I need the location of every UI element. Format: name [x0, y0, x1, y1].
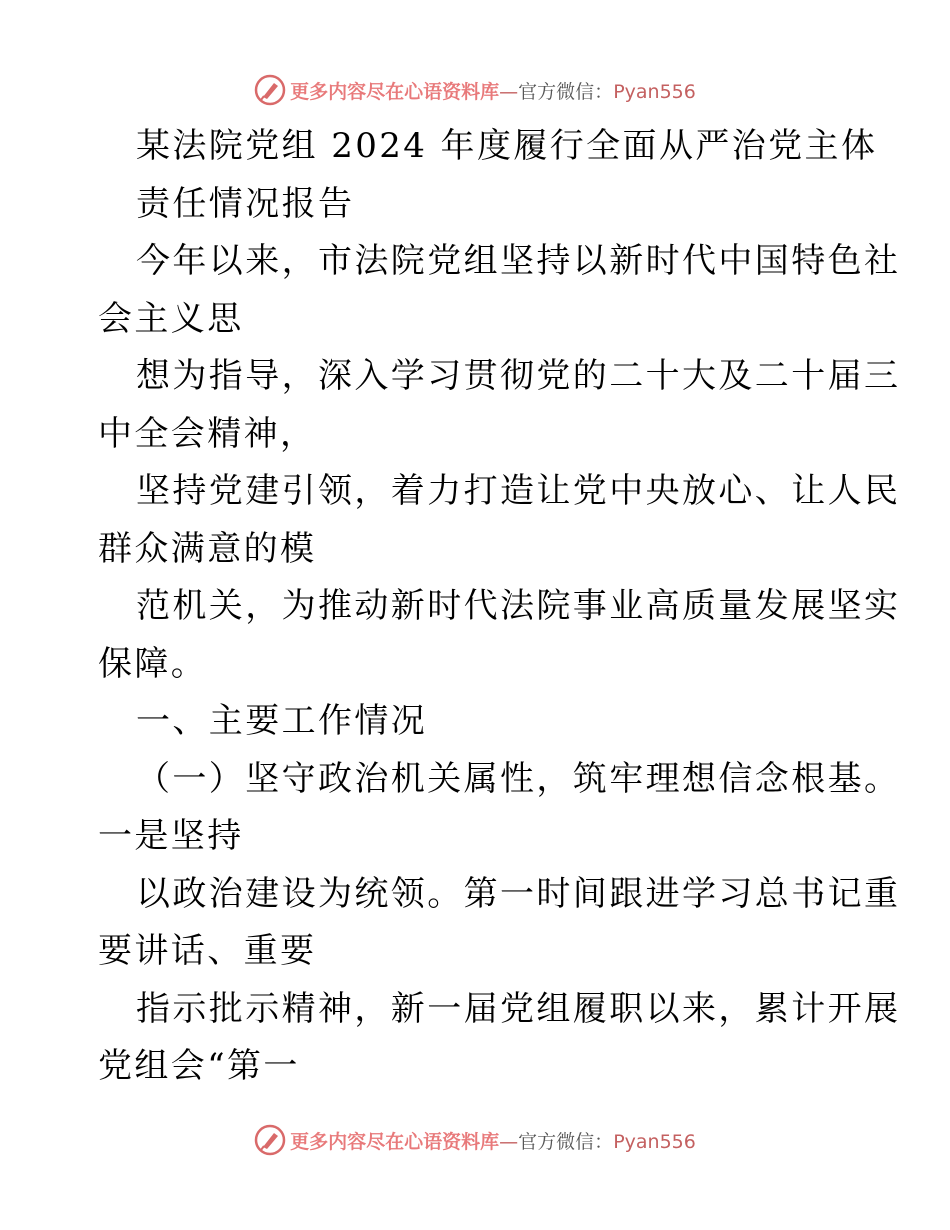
watermark-official-label: 官方微信：: [518, 80, 614, 103]
quill-pen-logo-icon: [254, 74, 286, 106]
paragraph-line: 群众满意的模: [98, 528, 317, 569]
paragraph-line: 一是坚持: [98, 816, 244, 856]
quill-pen-logo-icon: [254, 1124, 286, 1156]
header-watermark: [0, 72, 950, 108]
watermark-dash: —: [499, 80, 519, 103]
paragraph-line: 会主义思: [98, 298, 244, 339]
watermark-wechat-id: Pyan556: [613, 80, 696, 103]
paragraph-line: 范机关，为推动新时代法院事业高质量发展坚实: [136, 586, 901, 626]
paragraph-line: 中全会精神，: [98, 413, 317, 454]
watermark-official-label: 官方微信：: [518, 1130, 614, 1153]
paragraph-line: 今年以来，市法院党组坚持以新时代中国特色社: [136, 241, 901, 281]
paragraph-line: 想为指导，深入学习贯彻党的二十大及二十届三: [136, 356, 901, 396]
watermark-dash: —: [499, 1130, 519, 1153]
document-title-line-2: 责任情况报告: [136, 183, 355, 224]
paragraph-line: 党组会“第一: [98, 1046, 300, 1086]
footer-watermark: [0, 1122, 950, 1158]
watermark-wechat-id: Pyan556: [613, 1130, 696, 1153]
watermark-brand: 更多内容尽在心语资料库: [290, 1130, 500, 1153]
paragraph-line: 要讲话、重要: [98, 931, 317, 971]
section-heading: 一、主要工作情况: [136, 701, 428, 741]
document-body: [98, 118, 901, 1096]
subsection-heading: （一）坚守政治机关属性，筑牢理想信念根基。: [136, 758, 901, 799]
watermark-brand: 更多内容尽在心语资料库: [290, 80, 500, 103]
document-title-line-1: 某法院党组 2024 年度履行全面从严治党主体: [136, 126, 878, 166]
paragraph-line: 指示批示精神，新一届党组履职以来，累计开展: [136, 988, 901, 1029]
paragraph-line: 保障。: [98, 643, 208, 684]
paragraph-line: 以政治建设为统领。第一时间跟进学习总书记重: [136, 873, 901, 914]
paragraph-line: 坚持党建引领，着力打造让党中央放心、让人民: [136, 471, 901, 511]
